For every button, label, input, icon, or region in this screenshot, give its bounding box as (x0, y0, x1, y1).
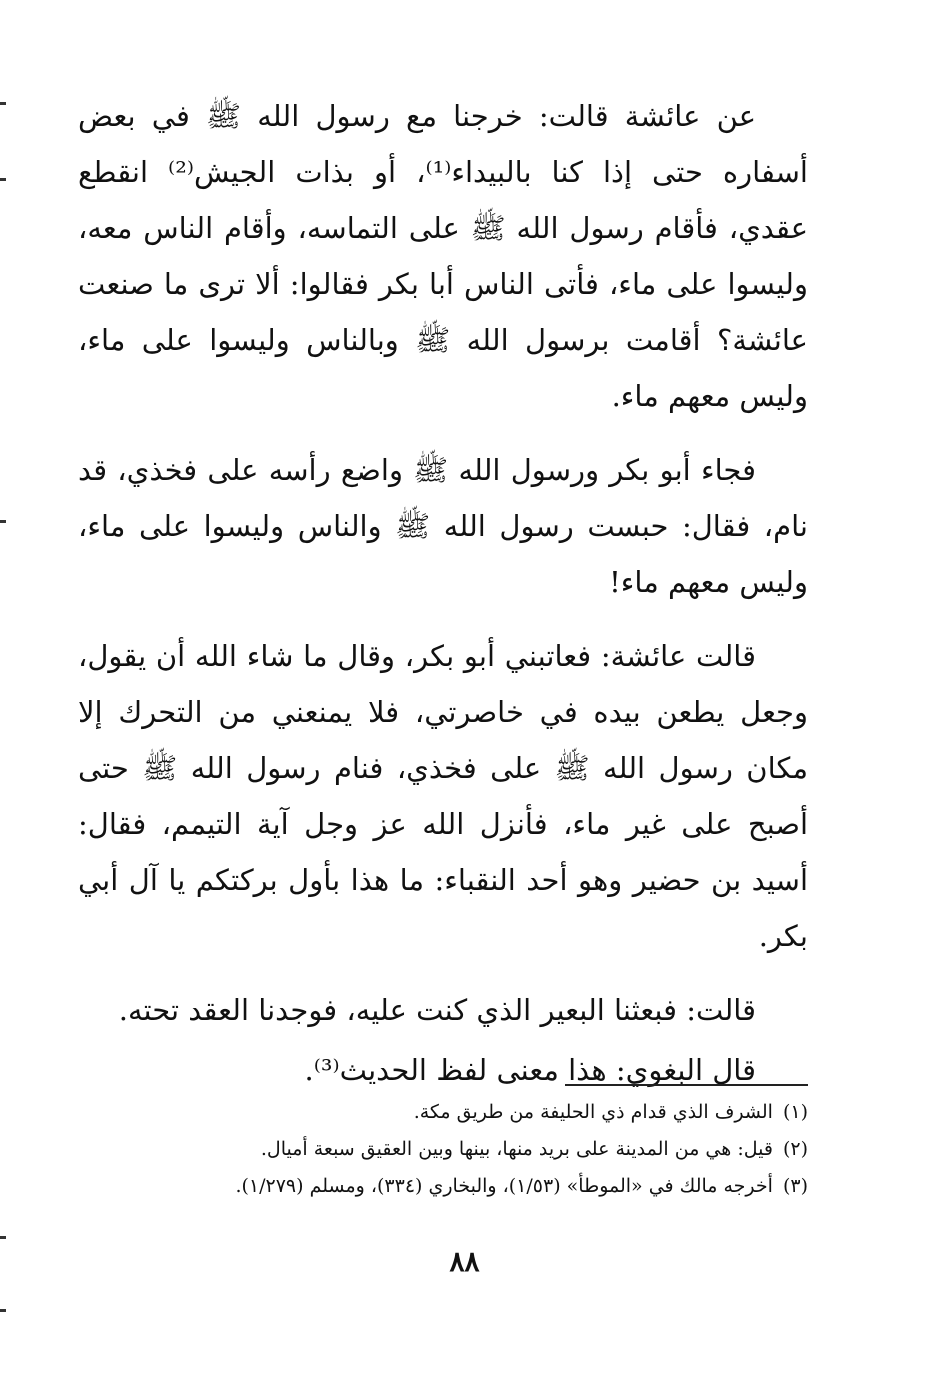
footnotes (78, 1094, 808, 1205)
scan-edge-mark (0, 1309, 6, 1312)
scan-edge-mark (0, 102, 6, 105)
footnote-text: قيل: هي من المدينة على بريد منها، بينها وبين العقيق سبعة أميال. (260, 1138, 773, 1160)
scan-edge-mark (0, 178, 6, 181)
footnote-number: (١) (782, 1101, 808, 1123)
footnote-number: (٣) (782, 1175, 808, 1197)
footnote-number: (٢) (782, 1138, 808, 1160)
footnote-3 (78, 1168, 808, 1205)
footnote-text: أخرجه مالك في «الموطأ» (١/٥٣)، والبخاري (٣٣٤)، ومسلم (١/٢٧٩). (235, 1175, 773, 1197)
main-text (78, 88, 808, 1104)
paragraph-3: قالت عائشة: فعاتبني أبو بكر، وقال ما شاء الله أن يقول، وجعل يطعن بيده في خاصرتي، فلا يمنعني من التحرك إلا مكان رسول الله ﷺ على فخذي، فنام رسول الله ﷺ حتى أصبح على غير ماء، فأنزل الله عز وجل آية التيمم، فقال: أسيد بن حضير وهو أحد النقباء: ما هذا بأول بركتكم يا آل أبي بكر. (78, 639, 808, 953)
paragraph-1: عن عائشة قالت: خرجنا مع رسول الله ﷺ في بعض أسفاره حتى إذا كنا بالبيداء⁽¹⁾، أو بذات الجيش⁽²⁾ انقطع عقدي، فأقام رسول الله ﷺ على التماسه، وأقام الناس معه، وليسوا على ماء، فأتى الناس أبا بكر فقالوا: ألا ترى ما صنعت عائشة؟ أقامت برسول الله ﷺ وبالناس وليسوا على ماء، وليس معهم ماء. (78, 99, 808, 413)
paragraph-2: فجاء أبو بكر ورسول الله ﷺ واضع رأسه على فخذي، قد نام، فقال: حبست رسول الله ﷺ والناس وليسوا على ماء، وليس معهم ماء! (78, 453, 808, 599)
page-number: ٨٨ (449, 1245, 480, 1278)
paragraph-5: قال البغوي: هذا معنى لفظ الحديث⁽³⁾. (304, 1053, 756, 1087)
paragraph-4: قالت: فبعثنا البعير الذي كنت عليه، فوجدنا العقد تحته. (118, 993, 756, 1027)
scan-edge-mark (0, 520, 6, 523)
footnote-1 (78, 1094, 808, 1131)
scan-edge-mark (0, 1236, 6, 1239)
footnote-2 (78, 1131, 808, 1168)
footnote-divider (565, 1084, 808, 1086)
footnote-text: الشرف الذي قدام ذي الحليفة من طريق مكة. (413, 1101, 773, 1123)
